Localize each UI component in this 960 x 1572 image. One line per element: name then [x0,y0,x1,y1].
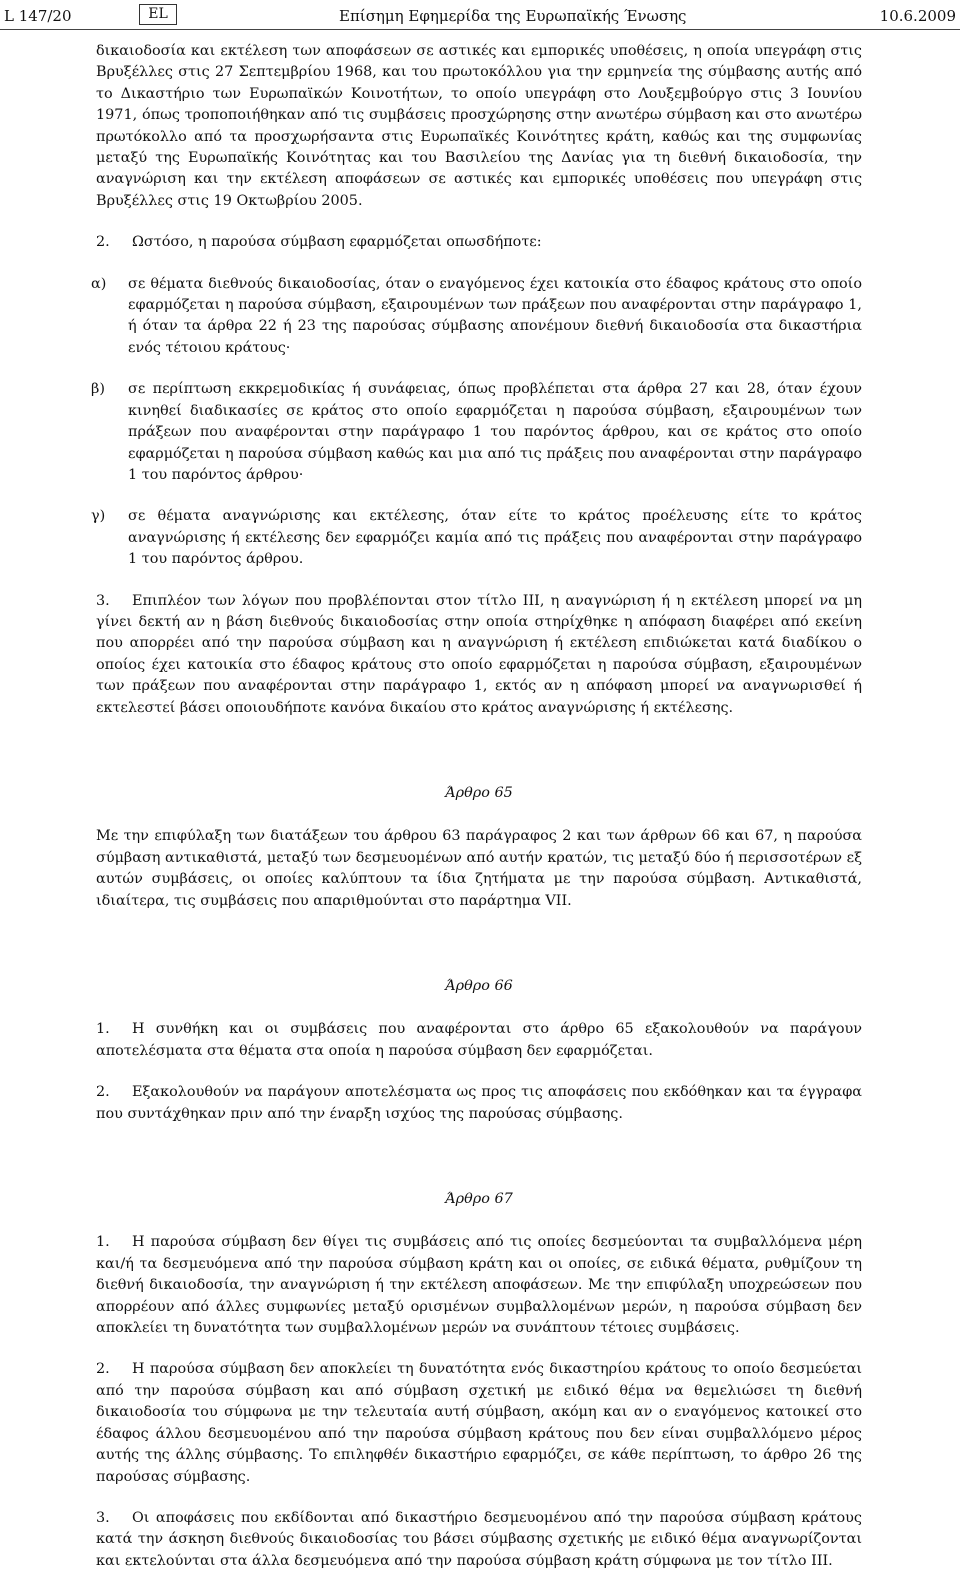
article-66-paragraph-1 [96,1019,862,1062]
paragraph-label: 3. [96,1509,110,1526]
list-item-b [91,379,862,486]
list-item-text: σε περίπτωση εκκρεμοδικίας ή συνάφειας, όπως προβλέπεται στα άρθρα 27 και 28, όταν έχουν κινηθεί διαδικασίες σε κράτος στο οποίο εφαρμόζεται η παρούσα σύμβαση, εξαιρουμένων των πράξεων που αναφέρονται στην παράγραφο 1 του παρόντος άρθρου, και σε κράτος στο οποίο εφαρμόζεται η παρούσα σύμβαση καθώς και μια από τις πράξεις που αναφέρονται στην παράγραφο 1 του παρόντος άρθρου· [128,381,862,483]
intro-paragraph: δικαιοδοσία και εκτέλεση των αποφάσεων σε αστικές και εμπορικές υποθέσεις, η οποία υπεγράφη στις Βρυξέλλες στις 27 Σεπτεμβρίου 1968, και του πρωτοκόλλου για την ερμηνεία της σύμβασης αυτής από το Δικαστήριο των Ευρωπαϊκών Κοινοτήτων, το οποίο υπεγράφη στο Λουξεμβούργο στις 3 Ιουνίου 1971, όπως τροποποιήθηκαν από τις συμβάσεις προσχώρησης στην ανωτέρω σύμβαση και στο ανωτέρω πρωτόκολλο από τα προσχωρήσαντα στις Ευρωπαϊκές Κοινότητες κράτη, καθώς και της συμφωνίας μεταξύ της Ευρωπαϊκής Κοινότητας και του Βασιλείου της Δανίας για τη διεθνή δικαιοδοσία, την αναγνώριση και την εκτέλεση αποφάσεων σε αστικές και εμπορικές υποθέσεις που υπεγράφη στις Βρυξέλλες στις 19 Οκτωβρίου 2005. [96,43,862,209]
paragraph-text: Επιπλέον των λόγων που προβλέπονται στον τίτλο III, η αναγνώριση ή η εκτέλεση μπορεί να μη γίνει δεκτή αν η βάση διεθνούς δικαιοδοσίας στην οποία στηρίχθηκε η απόφαση διαφέρει από εκείνη που απορρέει από την παρούσα σύμβαση και η αναγνώριση ή εκτέλεση επιδιώκεται κατά διαδίκου ο οποίος έχει κατοικία στο έδαφος κράτους στο οποίο εφαρμόζεται η παρούσα σύμβαση, εξαιρουμένων των πράξεων που αναφέρονται στην παράγραφο 1, εκτός αν η απόφαση μπορεί να αναγνωρισθεί ή εκτελεστεί βάσει οποιουδήποτε κανόνα δικαίου στο κράτος αναγνώρισης ή εκτέλεσης. [96,592,862,716]
article-67-paragraph-2 [96,1359,862,1487]
paragraph-label: 2. [96,1084,110,1101]
article-67-paragraph-1 [96,1232,862,1339]
article-65-text: Με την επιφύλαξη των διατάξεων του άρθρου 63 παράγραφος 2 και των άρθρων 66 και 67, η παρούσα σύμβαση αντικαθιστά, μεταξύ των δεσμευομένων από αυτήν κρατών, τις μεταξύ δύο ή περισσοτέρων εξ αυτών συμβάσεις, οι οποίες καλύπτουν τα ίδια ζητήματα με την παρούσα σύμβαση. Αντικαθιστά, ιδιαίτερα, τις συμβάσεις που απαριθμούνται στο παράρτημα VII. [96,828,862,909]
list-item-label: γ) [91,508,106,525]
paragraph-text: Η παρούσα σύμβαση δεν αποκλείει τη δυνατότητα ενός δικαστηρίου κράτους το οποίο δεσμεύεται από την παρούσα σύμβαση και από σύμβαση σχετική με ειδικό θέμα να θεμελιώσει τη διεθνή δικαιοδοσία του σύμφωνα με την τελευταία αυτή σύμβαση, ακόμη και αν ο εναγόμενος κατοικεί στο έδαφος άλλου δεσμευομένου από την παρούσα σύμβαση κράτους που δεν είναι συμβαλλόμενο μέρος αυτής της άλλης σύμβασης. Το επιληφθέν δικαστήριο εφαρμόζει, σε κάθε περίπτωση, το άρθρο 26 της παρούσας σύμβασης. [96,1361,862,1485]
article-66-title: Άρθρο 66 [445,978,513,994]
paragraph-3 [96,591,862,719]
paragraph-label: 1. [96,1234,110,1251]
paragraph-label: 3. [96,592,110,609]
paragraph-text: Η συνθήκη και οι συμβάσεις που αναφέρονται στο άρθρο 65 εξακολουθούν να παράγουν αποτελέσματα στα θέματα στα οποία η παρούσα σύμβαση δεν εφαρμόζεται. [96,1021,862,1059]
language-badge: EL [139,4,177,25]
paragraph-text: Ωστόσο, η παρούσα σύμβαση εφαρμόζεται οπωσδήποτε: [132,234,542,251]
paragraph-text: Η παρούσα σύμβαση δεν θίγει τις συμβάσεις από τις οποίες δεσμεύονται τα συμβαλλόμενα μέρη και/ή τα δεσμευόμενα από την παρούσα σύμβαση κράτη και οι οποίες, σε ειδικά θέματα, ρυθμίζουν τη διεθνή δικαιοδοσία, την αναγνώριση ή την εκτέλεση αποφάσεων. Με την επιφύλαξη υποχρεώσεων που απορρέουν από άλλες συμφωνίες μεταξύ ορισμένων συμβαλλομένων μερών, η παρούσα σύμβαση δεν αποκλείει τη δυνατότητα των συμβαλλομένων μερών να συνάπτουν τέτοιες συμβάσεις. [96,1234,862,1337]
paragraph-text: Εξακολουθούν να παράγουν αποτελέσματα ως προς τις αποφάσεις που εκδόθηκαν και τα έγγραφα που συντάχθηκαν πριν από την έναρξη ισχύος της παρούσας σύμβασης. [96,1084,862,1122]
list-item-a [91,274,862,360]
list-item-text: σε θέματα αναγνώρισης και εκτέλεσης, όταν είτε το κράτος προέλευσης είτε το κράτος αναγνώρισης ή εκτέλεσης δεν εφαρμόζει καμία από τις πράξεις που αναφέρονται στην παράγραφο 1 του παρόντος άρθρου. [128,508,862,568]
paragraph-label: 2. [96,234,110,251]
header-divider [0,29,960,30]
publication-date: 10.6.2009 [879,7,956,25]
page-header [4,4,956,28]
list-item-label: β) [91,381,105,398]
document-body [91,41,862,1572]
paragraph-2 [96,232,862,253]
journal-title: Επίσημη Εφημερίδα της Ευρωπαϊκής Ένωσης [339,7,687,25]
list-item-label: α) [91,275,107,292]
paragraph-label: 2. [96,1361,110,1378]
list-item-c [91,506,862,570]
article-65-title: Άρθρο 65 [445,784,513,801]
article-67-title: Άρθρο 67 [445,1191,513,1208]
article-67-paragraph-3 [96,1508,862,1572]
paragraph-label: 1. [96,1021,110,1038]
article-66-paragraph-2 [96,1082,862,1125]
page-number: L 147/20 [4,7,72,25]
list-item-text: σε θέματα διεθνούς δικαιοδοσίας, όταν ο εναγόμενος έχει κατοικία στο έδαφος κράτους στο οποίο εφαρμόζεται η παρούσα σύμβαση, εξαιρουμένων των πράξεων που αναφέρονται στην παράγραφο 1, ή όταν τα άρθρα 22 ή 23 της παρούσας σύμβασης απονέμουν διεθνή δικαιοδοσία στα δικαστήρια ενός τέτοιου κράτους· [128,275,862,356]
paragraph-text: Οι αποφάσεις που εκδίδονται από δικαστήριο δεσμευομένου από την παρούσα σύμβαση κράτους κατά την άσκηση διεθνούς δικαιοδοσίας του βάσει σύμβασης σχετικής με ειδικό θέμα αναγνωρίζονται και εκτελούνται στα άλλα δεσμευόμενα από την παρούσα σύμβαση κράτη σύμφωνα με τον τίτλο III. [96,1509,862,1569]
